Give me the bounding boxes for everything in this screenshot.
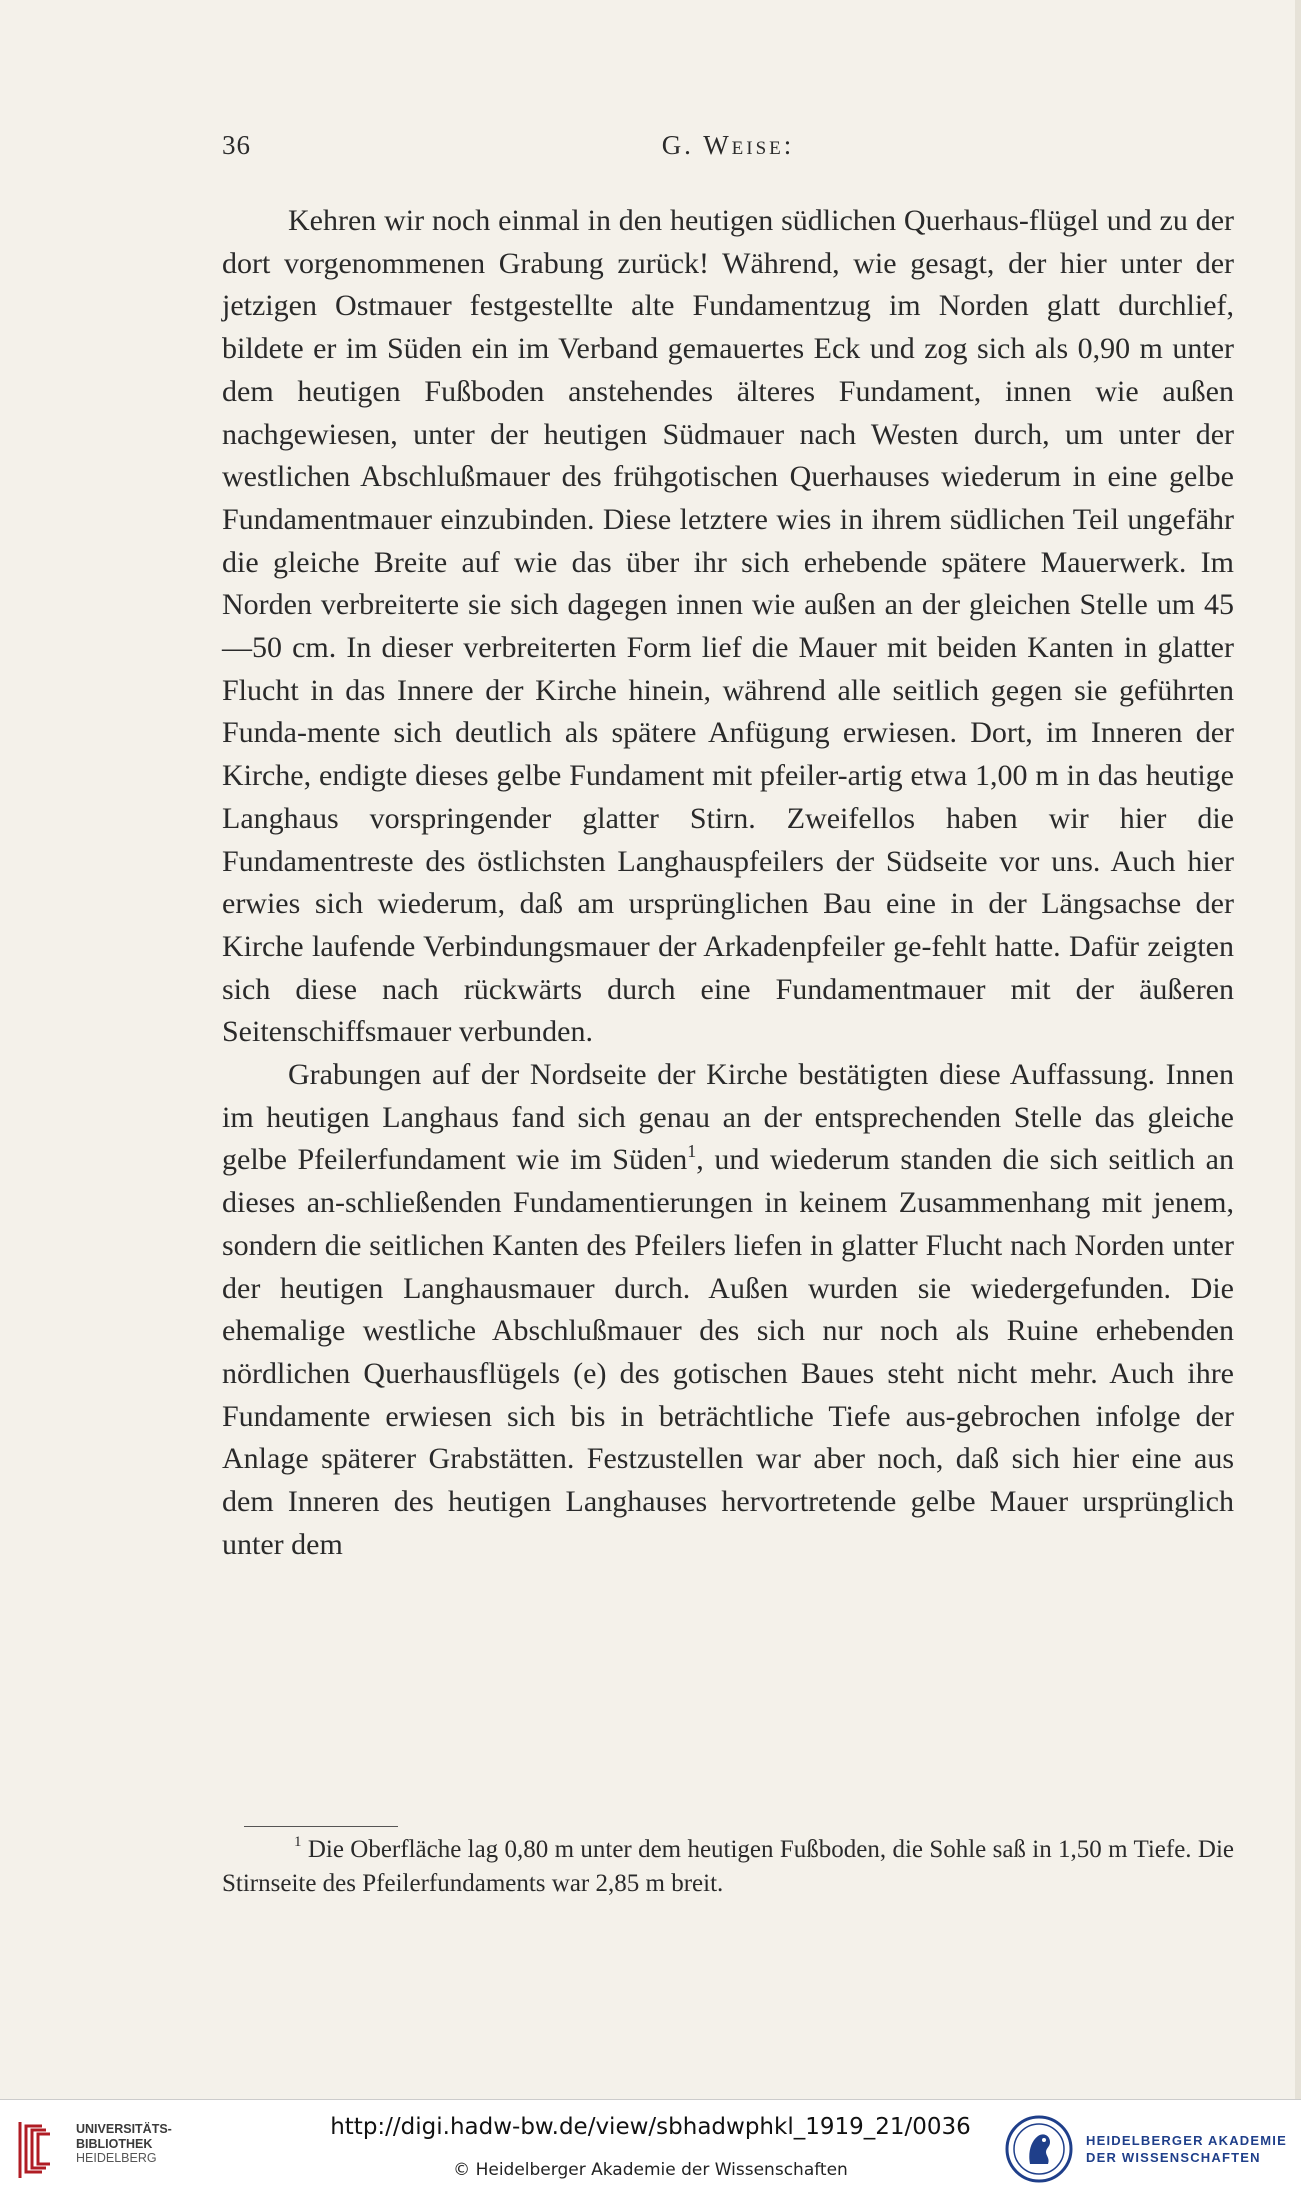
footnote-text-block [222,1833,1234,1901]
footnote-marker: 1 [294,1834,302,1851]
permalink-url[interactable]: http://digi.hadw-bw.de/view/sbhadwphkl_1919_21/0036 [330,2114,971,2140]
author-heading: G. Weise: [661,130,795,160]
body-text [222,200,1234,1567]
footnote-text: Die Oberfläche lag 0,80 m unter dem heutigen Fußboden, die Sohle saß in 1,50 m Tiefe. Die Stirnseite des Pfeilerfundaments war 2,85 m breit. [222,1836,1234,1897]
library-name-line-1: UNIVERSITÄTS- [76,2122,172,2136]
running-head [222,130,1234,170]
paragraph-1: Kehren wir noch einmal in den heutigen südlichen Querhaus-flügel und zu der dort vorgenommenen Grabung zurück! Während, wie gesagt, der hier unter der jetzigen Ostmauer festgestellte alte Fundamentzug im Norden glatt durchlief, bildete er im Süden ein im Verband gemauertes Eck und zog sich als 0,90 m unter dem heutigen Fußboden anstehendes älteres Fundament, innen wie außen nachgewiesen, unter der heutigen Südmauer nach Westen durch, um unter der westlichen Abschlußmauer des frühgotischen Querhauses wiederum in eine gelbe Fundamentmauer einzubinden. Diese letztere wies in ihrem südlichen Teil ungefähr die gleiche Breite auf wie das über ihr sich erhebende spätere Mauerwerk. Im Norden verbreiterte sie sich dagegen innen wie außen an der gleichen Stelle um 45—50 cm. In dieser verbreiterten Form lief die Mauer mit beiden Kanten in glatter Flucht in das Innere der Kirche hinein, während alle seitlich gegen sie geführten Funda-mente sich deutlich als spätere Anfügung erwiesen. Dort, im Inneren der Kirche, endigte dieses gelbe Fundament mit pfeiler-artig etwa 1,00 m in das heutige Langhaus vorspringender glatter Stirn. Zweifellos haben wir hier die Fundamentreste des östlichsten Langhauspfeilers der Südseite vor uns. Auch hier erwies sich wiederum, daß am ursprünglichen Bau eine in der Längsachse der Kirche laufende Verbindungsmauer der Arkadenpfeiler ge-fehlt hatte. Dafür zeigten sich diese nach rückwärts durch eine Fundamentmauer mit der äußeren Seitenschiffsmauer verbunden. [222,204,1234,1049]
footnote-reference[interactable]: 1 [687,1140,697,1161]
page-edge [1295,0,1301,2099]
library-city: HEIDELBERG [76,2151,157,2165]
page-number: 36 [222,130,251,160]
viewer-footer [0,2099,1301,2201]
footnote-rule [244,1826,398,1827]
library-name-line-2: BIBLIOTHEK [76,2136,153,2151]
academy-seal-icon [1004,2114,1074,2184]
paragraph-2-text-start: Grabungen auf der Nordseite der Kirche bestätigten diese Auffassung. Innen im heutigen Langhaus fand sich genau an der entsprechenden Stelle das gleiche gelbe Pfeilerfundament wie im Süden [222,1058,1234,1177]
academy-wordmark [1086,2132,1287,2166]
academy-name-line-2: DER WISSENSCHAFTEN [1086,2150,1261,2165]
footnote [222,1833,1234,1901]
paragraph-2 [222,1054,1234,1566]
paragraph-2-text-end: , und wiederum standen die sich seitlich an dieses an-schließenden Fundamentierungen in keinem Zusammenhang mit jenem, sondern die seitlichen Kanten des Pfeilers liefen in glatter Flucht nach Norden unter der heutigen Langhausmauer durch. Außen wurden sie wiedergefunden. Die ehemalige westliche Abschlußmauer des sich nur noch als Ruine erhebenden nördlichen Querhausflügels (e) des gotischen Baues steht nicht mehr. Auch ihre Fundamente erwiesen sich bis in beträchtliche Tiefe aus-gebrochen infolge der Anlage späterer Grabstätten. Festzustellen war aber noch, daß sich hier eine aus dem Inneren des heutigen Langhauses hervortretende gelbe Mauer ursprünglich unter dem [222,1143,1234,1561]
academy-name-line-1: HEIDELBERGER AKADEMIE [1086,2133,1287,2148]
copyright-notice: © Heidelberger Akademie der Wissenschaften [453,2160,848,2180]
